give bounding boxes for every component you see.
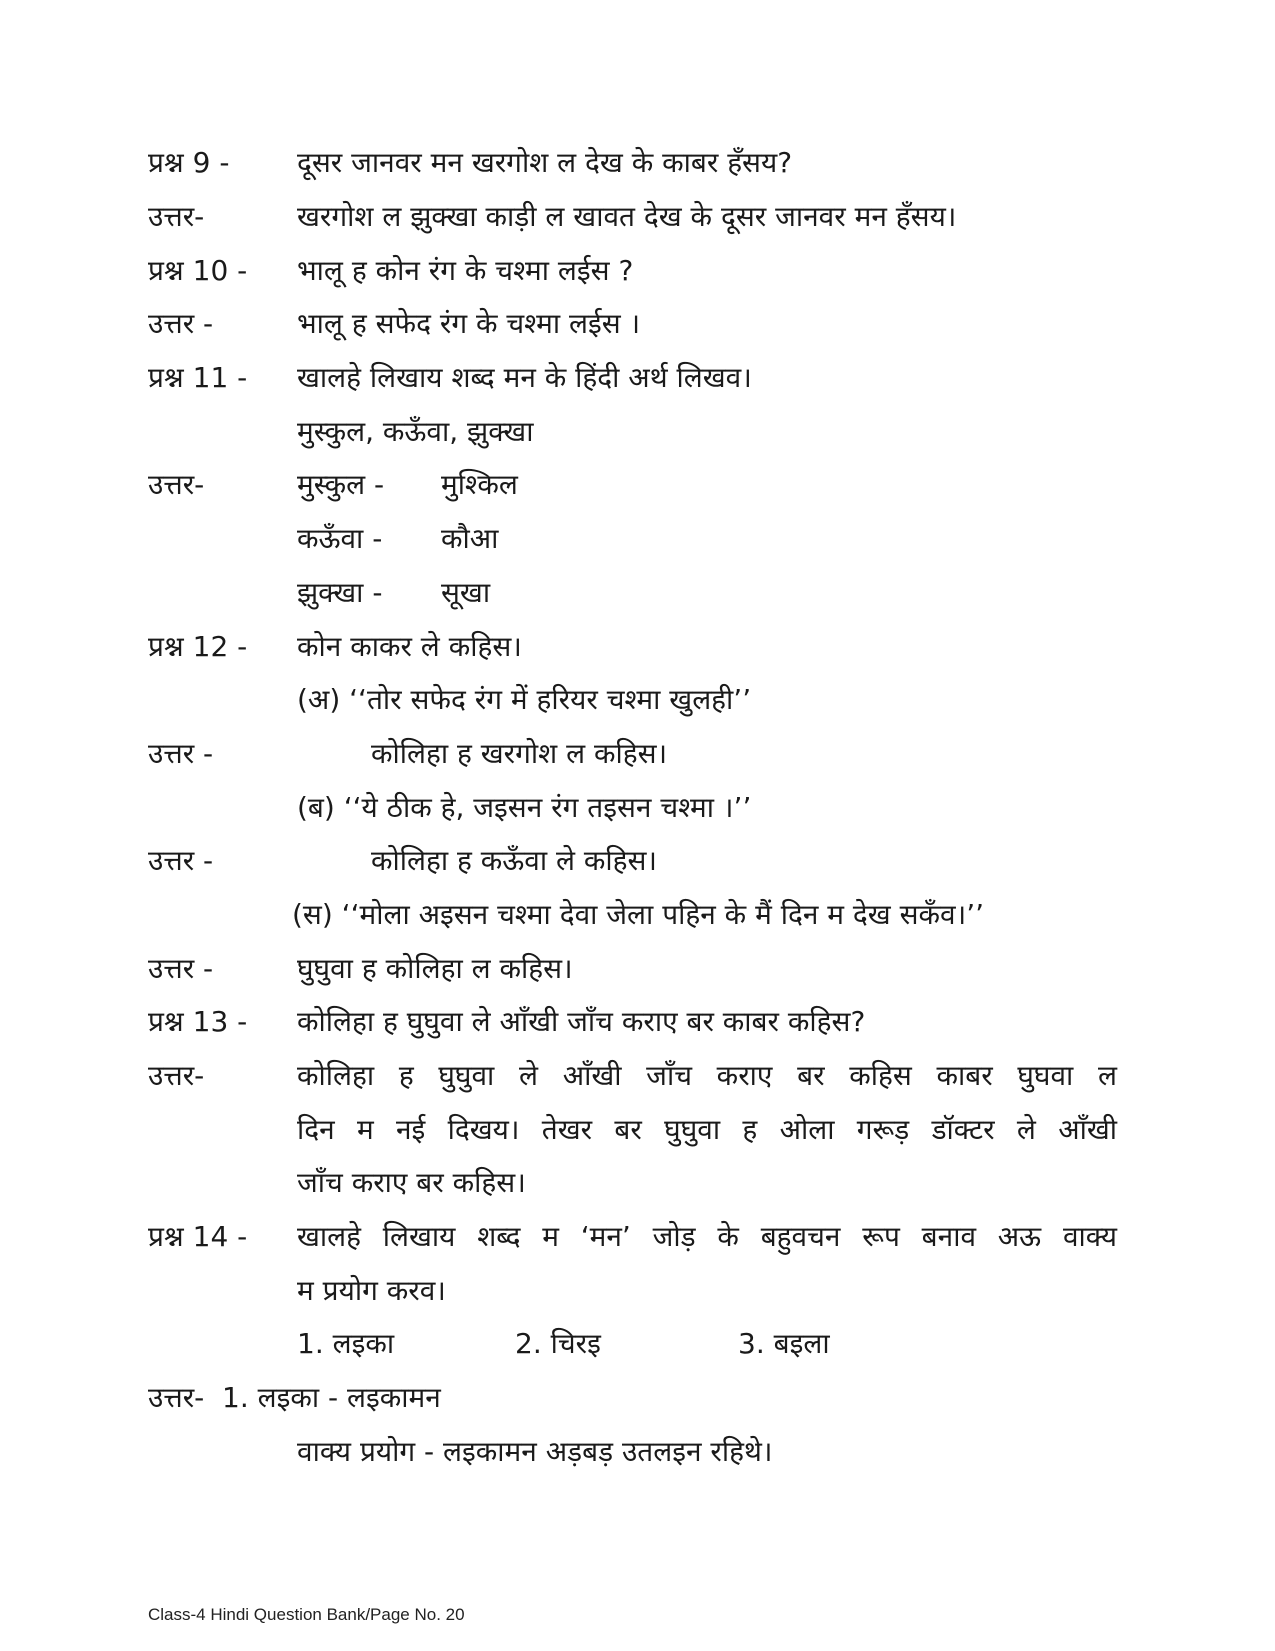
a11-word-2: कऊँवा -: [297, 522, 383, 555]
q14-option-3: 3. बइला: [738, 1327, 830, 1360]
q14-option-1: 1. लइका: [297, 1327, 395, 1360]
a13-line-2: दिन म नई दिखय। तेखर बर घुघुवा ह ओला गरूड़ डॉक्टर ले आँखी: [297, 1113, 1117, 1146]
q13-text: कोलिहा ह घुघुवा ले आँखी जाँच कराए बर काबर कहिस?: [297, 1005, 866, 1038]
a13-label: उत्तर-: [148, 1059, 205, 1092]
q10-text: भालू ह कोन रंग के चश्मा लईस ?: [297, 254, 634, 287]
q10-label: प्रश्न 10 -: [148, 254, 248, 287]
q12-quote-c: (स) ‘‘मोला अइसन चश्मा देवा जेला पहिन के मैं दिन म देख सकँव।’’: [292, 898, 985, 931]
a14-sentence: वाक्य प्रयोग - लइकामन अड़बड़ उतलइन रहिथे।: [297, 1435, 773, 1468]
a10-label: उत्तर -: [148, 307, 214, 340]
q12-answer-b-label: उत्तर -: [148, 844, 214, 877]
q12-answer-b: कोलिहा ह कऊँवा ले कहिस।: [371, 844, 658, 877]
a10-text: भालू ह सफेद रंग के चश्मा लईस ।: [297, 307, 641, 340]
q12-answer-c: घुघुवा ह कोलिहा ल कहिस।: [297, 952, 573, 985]
a11-meaning-1: मुश्किल: [441, 468, 518, 501]
a9-text: खरगोश ल झुक्खा काड़ी ल खावत देख के दूसर जानवर मन हँसय।: [297, 200, 957, 233]
a9-label: उत्तर-: [148, 200, 205, 233]
q12-text: कोन काकर ले कहिस।: [297, 630, 522, 663]
q12-quote-b: (ब) ‘‘ये ठीक हे, जइसन रंग तइसन चश्मा ।’’: [297, 791, 752, 824]
q12-answer-c-label: उत्तर -: [148, 952, 214, 985]
q14-label: प्रश्न 14 -: [148, 1220, 248, 1253]
page-footer: Class-4 Hindi Question Bank/Page No. 20: [148, 1605, 465, 1624]
a14-answer: 1. लइका - लइकामन: [222, 1381, 441, 1414]
q9-text: दूसर जानवर मन खरगोश ल देख के काबर हँसय?: [297, 146, 793, 179]
q12-answer-a: कोलिहा ह खरगोश ल कहिस।: [371, 737, 668, 770]
q12-label: प्रश्न 12 -: [148, 630, 248, 663]
a11-meaning-3: सूखा: [441, 576, 491, 609]
q11-text: खालहे लिखाय शब्द मन के हिंदी अर्थ लिखव।: [297, 361, 752, 394]
a11-word-3: झुक्खा -: [297, 576, 383, 609]
q14-option-2: 2. चिरइ: [515, 1327, 601, 1360]
q14-line-1: खालहे लिखाय शब्द म ‘मन’ जोड़ के बहुवचन रूप बनाव अऊ वाक्य: [297, 1220, 1117, 1253]
a14-label: उत्तर-: [148, 1381, 205, 1414]
q11-words: मुस्कुल, कऊँवा, झुक्खा: [297, 415, 534, 448]
q9-label: प्रश्न 9 -: [148, 146, 230, 179]
a13-line-1: कोलिहा ह घुघुवा ले आँखी जाँच कराए बर कहिस काबर घुघवा ल: [297, 1059, 1117, 1092]
a13-line-3: जाँच कराए बर कहिस।: [297, 1166, 526, 1199]
a11-label: उत्तर-: [148, 468, 205, 501]
a11-meaning-2: कौआ: [441, 522, 499, 555]
q13-label: प्रश्न 13 -: [148, 1005, 248, 1038]
a11-word-1: मुस्कुल -: [297, 468, 385, 501]
q12-answer-a-label: उत्तर -: [148, 737, 214, 770]
q12-quote-a: (अ) ‘‘तोर सफेद रंग में हरियर चश्मा खुलही’’: [297, 683, 752, 716]
q11-label: प्रश्न 11 -: [148, 361, 248, 394]
q14-line-2: म प्रयोग करव।: [297, 1274, 446, 1307]
